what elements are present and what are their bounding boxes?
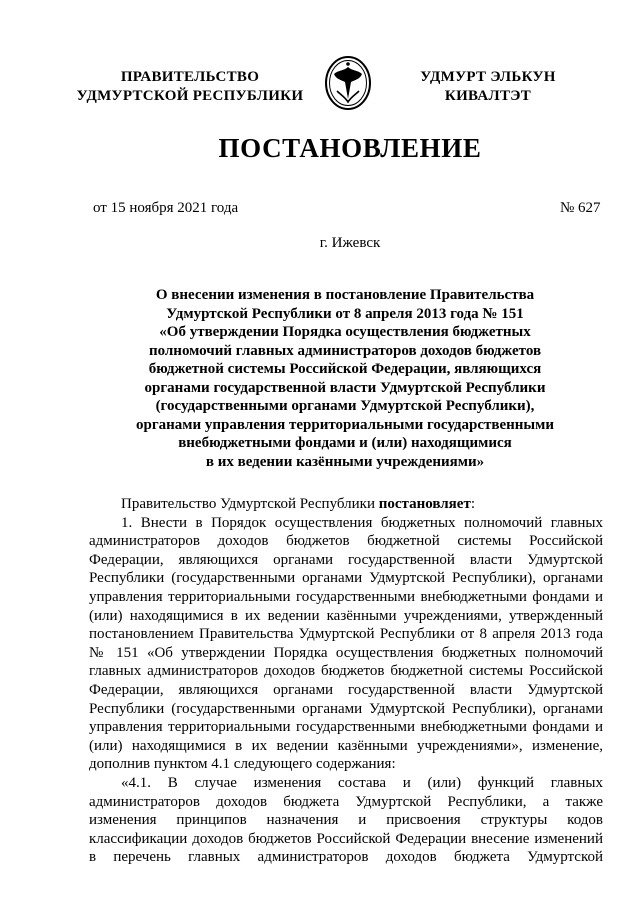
document-title: ПОСТАНОВЛЕНИЕ — [218, 133, 482, 163]
subject-line: О внесении изменения в постановление Правительства — [155, 287, 535, 303]
subject-line: «Об утверждении Порядка осуществления бюджетных — [159, 324, 531, 340]
document-subject — [0, 286, 640, 471]
header-left-line1: ПРАВИТЕЛЬСТВО — [120, 69, 260, 85]
body-line: администраторов доходов бюджета Удмуртской Республики, а также — [89, 793, 603, 810]
body-line: классификации доходов бюджетов Российской Федерации внесение изменений — [89, 830, 603, 847]
subject-line: Удмуртской Республики от 8 апреля 2013 года № 151 — [166, 305, 524, 322]
udmurt-emblem-icon — [323, 55, 373, 111]
subject-line: (государственными органами Удмуртской Республики), — [155, 398, 535, 414]
subject-line: бюджетной системы Российской Федерации, являющихся — [148, 361, 542, 377]
body-line: Республики (государственными органами Удмуртской Республики), органами — [89, 700, 603, 717]
header-left-line2: УДМУРТСКОЙ РЕСПУБЛИКИ — [76, 88, 304, 104]
document-number: № 627 — [560, 200, 601, 216]
body-line: в перечень главных администраторов доходов бюджета Удмуртской — [89, 849, 603, 866]
document-date: от 15 ноября 2021 года — [93, 200, 239, 216]
body-line: управления территориальными государственными внебюджетными фондами и — [89, 719, 603, 736]
body-line: управления территориальными государственными внебюджетными фондами и — [89, 588, 603, 605]
body-line: 1. Внести в Порядок осуществления бюджетных полномочий главных — [121, 514, 603, 531]
body-line: главных администраторов доходов бюджетов бюджетной системы Российской — [89, 663, 603, 680]
body-line: изменения принципов назначения и присвоения структуры кодов — [89, 812, 603, 829]
body-line: (или) находящимися в их ведении казёнными учреждениями, утвержденный — [89, 607, 603, 624]
subject-line: в их ведении казёнными учреждениями» — [205, 453, 485, 470]
body-line: дополнив пунктом 4.1 следующего содержания: — [89, 756, 396, 773]
intro-colon: : — [470, 496, 475, 512]
intro-decision: постановляет — [378, 496, 471, 512]
header-left — [70, 68, 310, 106]
body-line: Федерации, являющихся органами государственной власти Удмуртской — [89, 681, 603, 698]
body-line: (или) находящимися в их ведении казёнными учреждениями», изменение, — [89, 737, 603, 754]
subject-line: органами государственной власти Удмуртской Республики — [144, 379, 546, 396]
document-body — [89, 495, 603, 867]
document-city: г. Ижевск — [319, 235, 381, 251]
header-right-line2: КИВАЛТЭТ — [444, 88, 532, 104]
header-right-line1: УДМУРТ ЭЛЬКУН — [420, 69, 556, 85]
subject-line: органами управления территориальными государственными — [136, 416, 554, 433]
intro-text: Правительство Удмуртской Республики — [121, 496, 379, 512]
header-right — [388, 68, 588, 106]
body-intro — [89, 495, 603, 514]
body-line: Федерации, являющихся органами государственной власти Удмуртской — [89, 551, 603, 568]
body-line: Республики (государственными органами Удмуртской Республики), органами — [89, 570, 603, 587]
subject-line: внебюджетными фондами и (или) находящимися — [178, 435, 512, 451]
body-line: № 151 «Об утверждении Порядка осуществления бюджетных полномочий — [89, 644, 603, 661]
subject-line: полномочий главных администраторов доходов бюджетов — [148, 342, 542, 359]
body-line: постановлением Правительства Удмуртской Республики от 8 апреля 2013 года — [89, 626, 603, 643]
body-line: администраторов доходов бюджетов бюджетной системы Российской — [89, 533, 603, 550]
body-line: «4.1. В случае изменения состава и (или) функций главных — [121, 774, 603, 791]
